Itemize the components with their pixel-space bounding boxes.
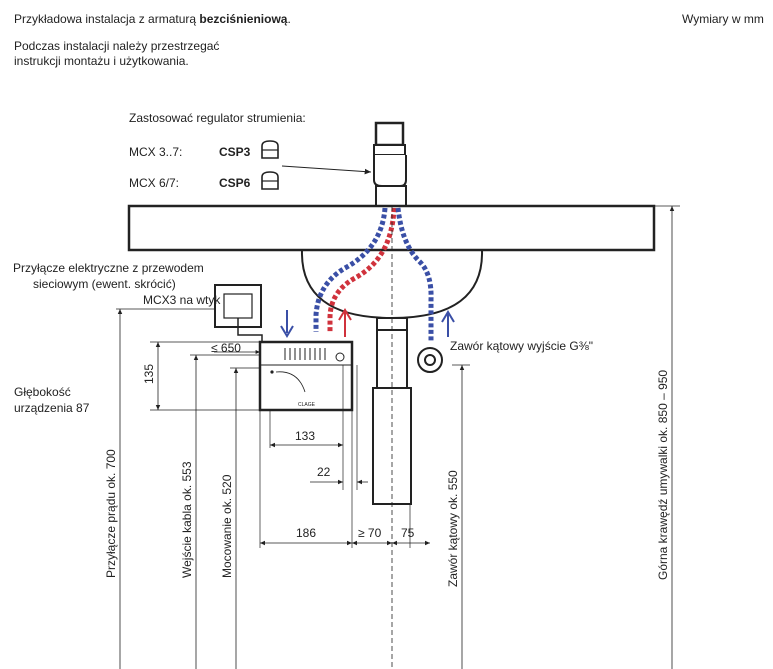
- electric-label-line1: Przyłącze elektryczne z przewodem: [13, 261, 204, 275]
- dim-135-label: 135: [142, 363, 156, 384]
- install-note-line2: instrukcji montażu i użytkowania.: [14, 54, 189, 68]
- regulator-model-1: MCX 3..7:: [129, 145, 183, 159]
- depth-label-line2: urządzenia 87: [14, 401, 90, 415]
- water-heater: [260, 342, 352, 410]
- regulator-heading: Zastosować regulator strumienia:: [129, 111, 306, 125]
- electric-label-line2: sieciowym (ewent. skrócić): [33, 277, 176, 291]
- dim-70-label: ≥ 70: [358, 526, 382, 540]
- valve-label: Zawór kątowy wyjście G⅜": [450, 339, 593, 353]
- regulator-code-2: CSP6: [219, 176, 251, 190]
- dim-520-label: Mocowanie ok. 520: [220, 474, 234, 578]
- aerator-icon: [262, 141, 278, 158]
- page-title: Przykładowa instalacja z armaturą bezciśnieniową.: [14, 12, 291, 26]
- dim-186-label: 186: [296, 526, 317, 540]
- dim-550-label: Zawór kątowy ok. 550: [446, 470, 460, 587]
- angle-valve: [418, 348, 442, 372]
- dim-553-label: Wejście kabla ok. 553: [180, 461, 194, 578]
- dim-850-label: Górna krawędź umywalki ok. 850 – 950: [656, 369, 670, 580]
- power-socket: [215, 285, 262, 343]
- dim-75-label: 75: [401, 526, 415, 540]
- dim-700-label: Przyłącze prądu ok. 700: [104, 449, 118, 578]
- dim-22-label: 22: [317, 465, 331, 479]
- regulator-code-1: CSP3: [219, 145, 251, 159]
- dim-650-label: ≤ 650: [211, 341, 241, 355]
- install-note-line1: Podczas instalacji należy przestrzegać: [14, 39, 220, 53]
- regulator-model-2: MCX 6/7:: [129, 176, 180, 190]
- aerator-icon: [262, 172, 278, 189]
- electric-label-line3: MCX3 na wtyk: [143, 293, 221, 307]
- faucet: [374, 123, 406, 206]
- valve-flow-arrow: [442, 312, 454, 337]
- dim-133-label: 133: [295, 429, 316, 443]
- regulator-pointer: [282, 166, 371, 172]
- depth-label-line1: Głębokość: [14, 385, 71, 399]
- cold-inlet-arrow: [281, 310, 293, 336]
- device-brand: CLAGE: [298, 402, 315, 408]
- units-note: Wymiary w mm: [682, 12, 764, 26]
